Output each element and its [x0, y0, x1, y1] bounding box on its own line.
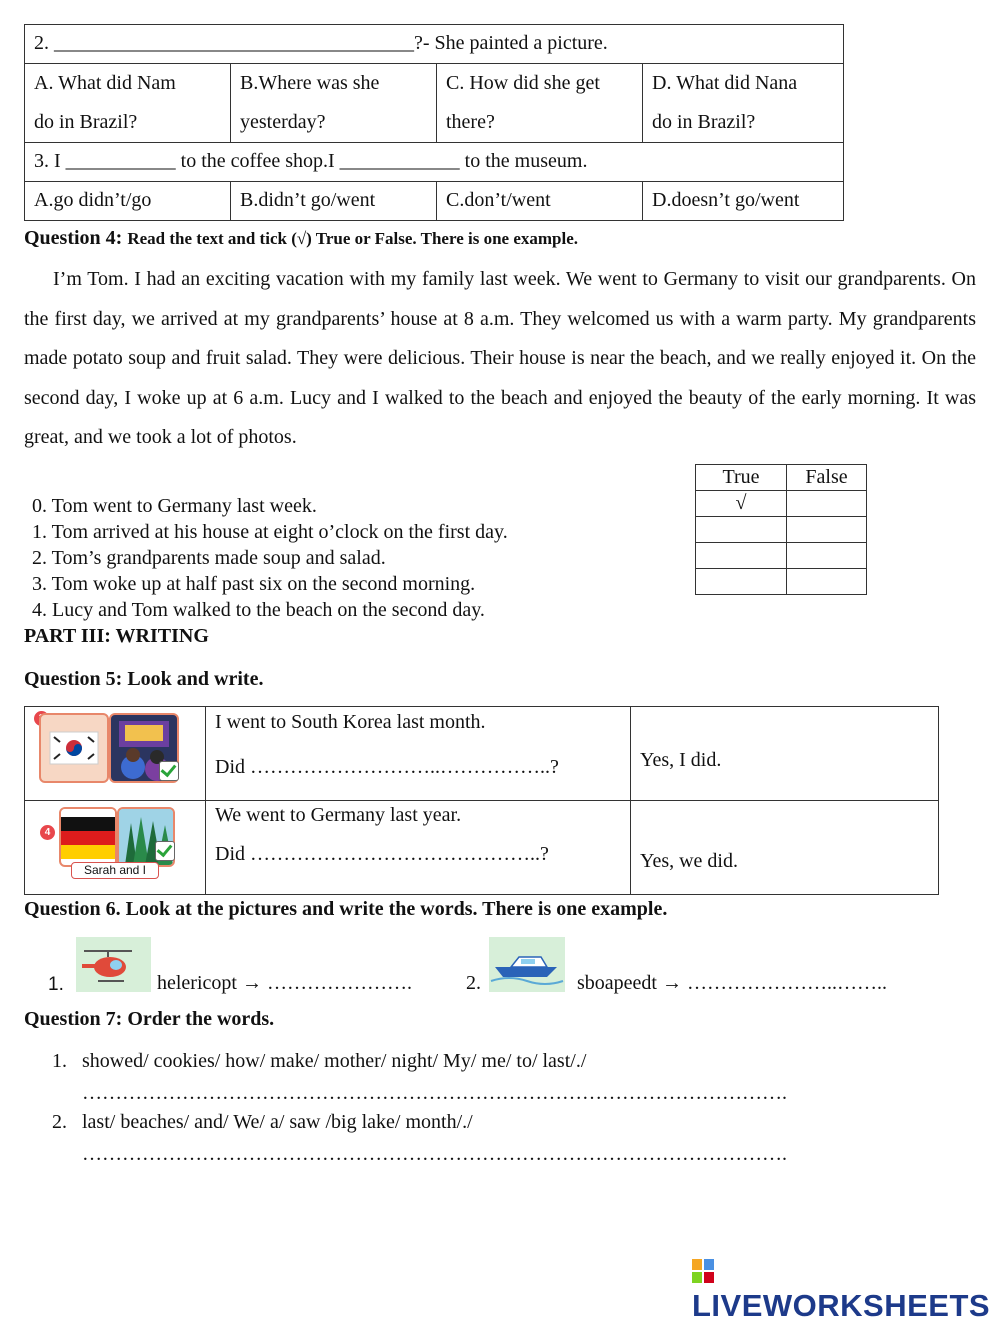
tick-cell: √: [696, 491, 787, 517]
q7-item-number: 2.: [52, 1111, 67, 1133]
q5-sentence: I went to South Korea last month.: [215, 711, 486, 733]
q4-instruction: Read the text and tick (√) True or False. There is one example.: [127, 229, 579, 248]
check-icon: [155, 841, 175, 861]
q5-answer-cell: [631, 801, 939, 895]
number-badge: 4: [40, 825, 55, 840]
mc-option[interactable]: D.doesn’t go/went: [643, 182, 844, 221]
q5-picture-cell: [25, 707, 206, 801]
tick-cell: [787, 491, 867, 517]
true-false-table: [695, 464, 867, 595]
speedboat-icon: [489, 937, 565, 992]
tick-cell[interactable]: [696, 543, 787, 569]
mc-option[interactable]: B.didn’t go/went: [231, 182, 437, 221]
mc-question-3: 3. I ___________ to the coffee shop.I ____________ to the museum.: [25, 143, 844, 182]
q5-table: [24, 706, 939, 895]
q6-item-number: 1.: [48, 974, 64, 995]
q7-words: showed/ cookies/ how/ make/ mother/ night/ My/ me/ to/ last/./: [82, 1050, 587, 1072]
q7-item-number: 1.: [52, 1050, 67, 1072]
q5-answer: Yes, I did.: [640, 749, 722, 771]
statement: 3. Tom woke up at half past six on the second morning.: [32, 573, 476, 595]
q5-picture-cell: [25, 801, 206, 895]
check-icon: [159, 761, 179, 781]
q6-item-number: 2.: [466, 972, 481, 994]
mc-option[interactable]: A. What did Nam do in Brazil?: [25, 64, 231, 143]
q7-words: last/ beaches/ and/ We/ a/ saw /big lake/ month/./: [82, 1111, 473, 1133]
q5-prompt[interactable]: Did ………………………..……………..?: [215, 756, 559, 778]
mc-option[interactable]: C. How did she get there?: [437, 64, 643, 143]
helicopter-icon: [76, 937, 151, 992]
q5-prompt[interactable]: Did ……………………………………..?: [215, 843, 549, 865]
statement: 0. Tom went to Germany last week.: [32, 495, 317, 517]
tick-cell[interactable]: [696, 569, 787, 595]
south-korea-flag-icon: [39, 713, 109, 783]
q6-title: Question 6. Look at the pictures and write the words. There is one example.: [24, 898, 668, 920]
true-header: True: [696, 465, 787, 491]
q6-scramble[interactable]: helericopt → ………………….: [157, 972, 412, 994]
tick-cell[interactable]: [787, 517, 867, 543]
statement: 1. Tom arrived at his house at eight o’clock on the first day.: [32, 521, 508, 543]
part3-title: PART III: WRITING: [24, 625, 209, 647]
tick-cell[interactable]: [787, 569, 867, 595]
statement: 2. Tom’s grandparents made soup and salad.: [32, 547, 386, 569]
liveworksheets-logo: [692, 1252, 1000, 1324]
false-header: False: [787, 465, 867, 491]
q4-reading-text: I’m Tom. I had an exciting vacation with my family last week. We went to Germany to visit our grandparents. On the first day, we arrived at my grandparents’ house at 8 a.m. They welcomed us with a warm party. My grandparents made potato soup and fruit salad. They were delicious. Their house is near the beach, and we really enjoyed it. On the second day, I woke up at 6 a.m. Lucy and I walked to the beach and enjoyed the beauty of the early morning. It was great, and we took a lot of photos.: [24, 268, 976, 448]
mc-option[interactable]: B.Where was she yesterday?: [231, 64, 437, 143]
q7-answer-line[interactable]: …………………………………………………………………………………………….: [82, 1143, 787, 1165]
mc-option[interactable]: D. What did Nana do in Brazil?: [643, 64, 844, 143]
q5-title: Question 5: Look and write.: [24, 668, 264, 690]
q4-heading: [24, 227, 578, 250]
mc-question-2: 2. ____________________________________?- She painted a picture.: [25, 25, 844, 64]
tick-cell[interactable]: [787, 543, 867, 569]
q5-sentence-cell: [206, 707, 631, 801]
q5-answer: Yes, we did.: [640, 850, 738, 872]
mc-table: [24, 24, 844, 221]
q5-sentence-cell: [206, 801, 631, 895]
statement: 4. Lucy and Tom walked to the beach on the second day.: [32, 599, 485, 621]
q5-answer-cell: [631, 707, 939, 801]
q7-title: Question 7: Order the words.: [24, 1008, 275, 1030]
logo-mark-icon: [692, 1255, 714, 1279]
q7-answer-line[interactable]: …………………………………………………………………………………………….: [82, 1082, 787, 1104]
mc-option[interactable]: A.go didn’t/go: [25, 182, 231, 221]
q5-sentence: We went to Germany last year.: [215, 804, 462, 826]
q6-scramble[interactable]: sboapeedt → …………………..……..: [577, 972, 887, 994]
mc-option[interactable]: C.don’t/went: [437, 182, 643, 221]
caption-label: Sarah and I: [71, 862, 159, 879]
tick-cell[interactable]: [696, 517, 787, 543]
q4-title: Question 4:: [24, 227, 123, 249]
germany-flag-icon: [59, 807, 117, 867]
logo-text: LIVEWORKSHEETS: [692, 1288, 991, 1323]
